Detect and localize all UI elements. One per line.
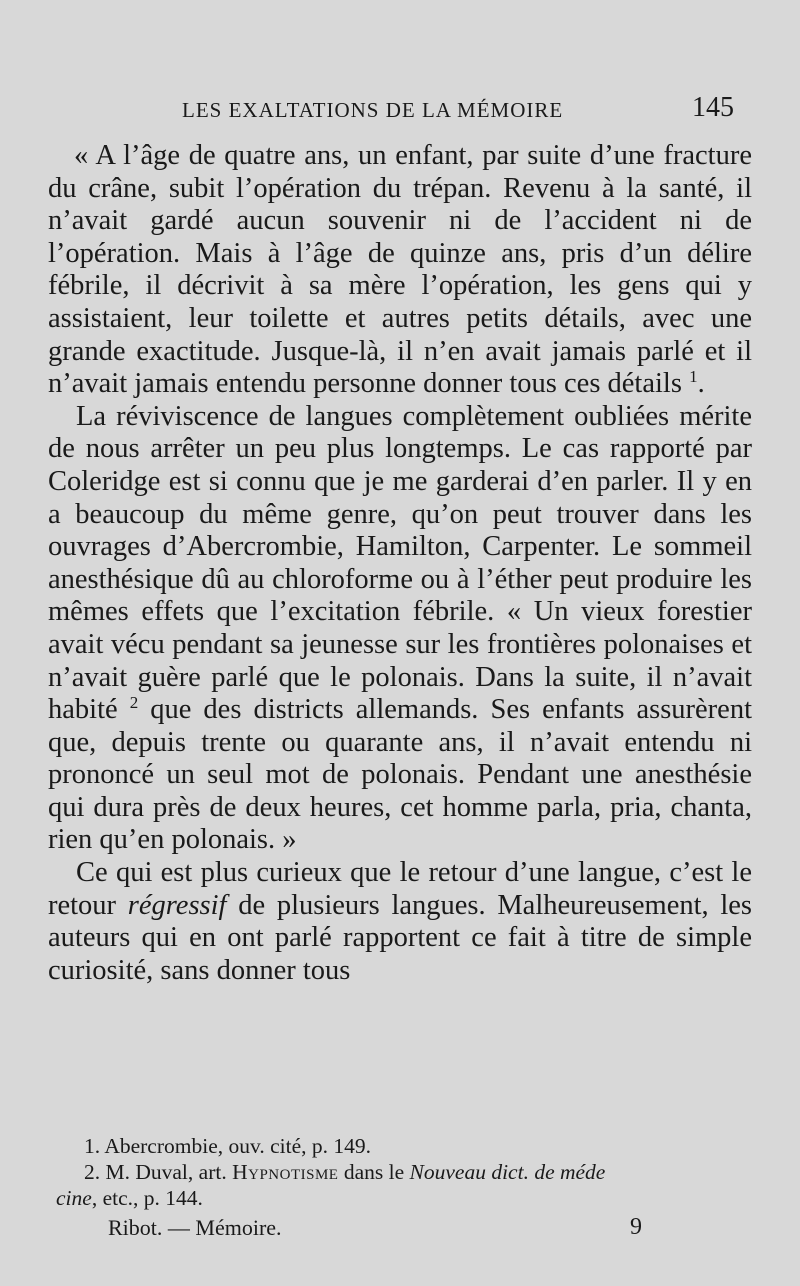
footnote-2-lead: 2. M. Duval, art. xyxy=(84,1160,227,1184)
running-head-title: LES EXALTATIONS DE LA MÉMOIRE xyxy=(182,98,564,122)
paragraph-3-text-b: de plusieurs langues. Malheureusement, les auteurs qui en ont parlé rapportent ce fait à titre de simple curiosité, sans donner tous xyxy=(48,889,753,986)
footnote-2-mid: dans le xyxy=(343,1160,405,1184)
body-text xyxy=(48,140,752,987)
footnote-ref-1: 1 xyxy=(689,367,698,387)
paragraph-2 xyxy=(48,401,752,857)
footnote-2-tail: , etc., p. 144. xyxy=(91,1186,203,1210)
signature-number: 9 xyxy=(630,1214,642,1240)
paragraph-3 xyxy=(48,857,752,987)
footnote-ref-2: 2 xyxy=(129,693,139,713)
paragraph-1 xyxy=(48,140,752,401)
paragraph-2-text-b: que des districts allemands. Ses enfants assurèrent que, depuis trente ou quarante ans, il n’avait entendu ni prononcé un seul mot de polonais. Pendant une anesthésie qui dura près de deux heures, cet homme parla, pria, chanta, rien qu’en polonais. » xyxy=(48,694,752,856)
footnotes xyxy=(56,1133,754,1211)
footnote-1: 1. Abercrombie, ouv. cité, p. 149. xyxy=(84,1134,371,1158)
paragraph-3-text-a: Ce qui est plus curieux que le retour d’une langue, c’est le retour xyxy=(48,857,752,921)
paragraph-2-text-a: La réviviscence de langues complètement oubliées mérite de nous arrêter un peu plus longtemps. Le cas rapporté par Coleridge est si connu que je me garderai d’en parler. Il y en a beaucoup du même genre, qu’on peut trouver dans les ouvrages d’Abercrombie, Hamilton, Carpenter. Le sommeil anesthésique dû au chloroforme ou à l’éther peut produire les mêmes effets que l’excitation fébrile. « Un vieux forestier avait vécu pendant sa jeunesse sur les frontières polonaises et n’avait guère parlé que le polonais. Dans la suite, il n’avait habité xyxy=(48,400,752,726)
signature-line: Ribot. — Mémoire. xyxy=(108,1215,282,1240)
paragraph-3-italic: régressif xyxy=(127,889,227,921)
footnote-2-italic-2: cine xyxy=(56,1186,92,1210)
page-number: 145 xyxy=(692,92,734,123)
running-head xyxy=(0,92,800,128)
footnote-2-caps: Hypnotisme xyxy=(232,1160,339,1184)
paragraph-1-text: « A l’âge de quatre ans, un enfant, par suite d’une fracture du crâne, subit l’opération du trépan. Revenu à la santé, il n’avait gardé aucun souvenir ni de l’accident ni de l’opération. Mais à l’âge de quinze ans, pris d’un délire fébrile, il décrivit à sa mère l’opération, les gens qui y assistaient, leur toilette et autres petits détails, avec une grande exactitude. Jusque-là, il n’en avait jamais parlé et il n’avait jamais entendu personne donner tous ces détails xyxy=(48,140,752,400)
paragraph-1-end: . xyxy=(697,368,705,400)
footnote-2-italic-1: Nouveau dict. de méde xyxy=(409,1160,606,1184)
footnote-2 xyxy=(56,1159,754,1211)
